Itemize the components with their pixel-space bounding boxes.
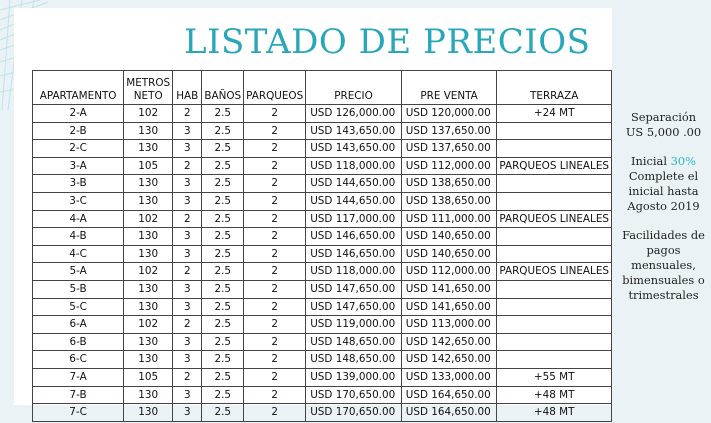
cell-banos: 2.5 (202, 210, 244, 228)
cell-banos: 2.5 (202, 175, 244, 193)
cell-hab: 3 (173, 175, 202, 193)
cell-precio: USD 143,650.00 (306, 122, 402, 140)
cell-terraza (497, 122, 612, 140)
cell-hab: 2 (173, 157, 202, 175)
cell-precio: USD 144,650.00 (306, 175, 402, 193)
cell-parqueos: 2 (244, 333, 306, 351)
cell-apartamento: 2-A (33, 105, 124, 123)
table-row (33, 386, 612, 404)
cell-precio: USD 143,650.00 (306, 140, 402, 158)
cell-preventa: USD 142,650.00 (401, 351, 497, 369)
cell-preventa: USD 142,650.00 (401, 333, 497, 351)
cell-metros: 130 (124, 140, 173, 158)
cell-terraza: +55 MT (497, 368, 612, 386)
table-row (33, 298, 612, 316)
cell-terraza: PARQUEOS LINEALES (497, 157, 612, 175)
cell-precio: USD 147,650.00 (306, 298, 402, 316)
cell-precio: USD 119,000.00 (306, 316, 402, 334)
cell-metros: 130 (124, 333, 173, 351)
cell-parqueos: 2 (244, 210, 306, 228)
header-apartamento: APARTAMENTO (33, 71, 124, 105)
cell-banos: 2.5 (202, 192, 244, 210)
header-precio: PRECIO (306, 71, 402, 105)
cell-apartamento: 4-A (33, 210, 124, 228)
table-row (33, 333, 612, 351)
cell-apartamento: 5-A (33, 263, 124, 281)
cell-precio: USD 148,650.00 (306, 333, 402, 351)
cell-preventa: USD 138,650.00 (401, 192, 497, 210)
cell-terraza: PARQUEOS LINEALES (497, 263, 612, 281)
cell-banos: 2.5 (202, 316, 244, 334)
header-metros: METROS NETO (124, 71, 173, 105)
cell-hab: 3 (173, 122, 202, 140)
cell-hab: 3 (173, 351, 202, 369)
table-row (33, 175, 612, 193)
cell-apartamento: 3-A (33, 157, 124, 175)
cell-parqueos: 2 (244, 175, 306, 193)
cell-precio: USD 118,000.00 (306, 263, 402, 281)
cell-metros: 130 (124, 280, 173, 298)
cell-terraza (497, 316, 612, 334)
cell-hab: 2 (173, 368, 202, 386)
cell-hab: 2 (173, 263, 202, 281)
cell-terraza (497, 280, 612, 298)
cell-banos: 2.5 (202, 280, 244, 298)
cell-preventa: USD 137,650.00 (401, 122, 497, 140)
cell-terraza: +24 MT (497, 105, 612, 123)
cell-precio: USD 170,650.00 (306, 386, 402, 404)
inicial-label: Inicial (631, 154, 667, 168)
cell-preventa: USD 137,650.00 (401, 140, 497, 158)
cell-terraza: +48 MT (497, 404, 612, 422)
cell-banos: 2.5 (202, 333, 244, 351)
cell-parqueos: 2 (244, 404, 306, 422)
table-row (33, 316, 612, 334)
table-header-row (33, 71, 612, 105)
complete-text: Complete el inicial hasta Agosto 2019 (627, 169, 700, 213)
table-row (33, 228, 612, 246)
page-title: LISTADO DE PRECIOS (184, 22, 591, 62)
header-parqueos: PARQUEOS (244, 71, 306, 105)
header-banos: BAÑOS (202, 71, 244, 105)
cell-banos: 2.5 (202, 122, 244, 140)
cell-parqueos: 2 (244, 122, 306, 140)
cell-metros: 105 (124, 368, 173, 386)
table-row (33, 245, 612, 263)
cell-precio: USD 144,650.00 (306, 192, 402, 210)
cell-parqueos: 2 (244, 386, 306, 404)
cell-apartamento: 2-B (33, 122, 124, 140)
separacion-amount: US 5,000 .00 (625, 125, 702, 139)
cell-precio: USD 148,650.00 (306, 351, 402, 369)
cell-preventa: USD 112,000.00 (401, 263, 497, 281)
table-row (33, 263, 612, 281)
cell-terraza (497, 192, 612, 210)
cell-metros: 102 (124, 263, 173, 281)
cell-precio: USD 170,650.00 (306, 404, 402, 422)
cell-apartamento: 4-C (33, 245, 124, 263)
cell-metros: 130 (124, 245, 173, 263)
inicial-block (616, 154, 711, 214)
cell-parqueos: 2 (244, 140, 306, 158)
cell-metros: 130 (124, 228, 173, 246)
cell-metros: 102 (124, 105, 173, 123)
cell-preventa: USD 133,000.00 (401, 368, 497, 386)
cell-hab: 3 (173, 228, 202, 246)
table-row (33, 404, 612, 422)
cell-metros: 105 (124, 157, 173, 175)
cell-apartamento: 7-A (33, 368, 124, 386)
cell-preventa: USD 141,650.00 (401, 298, 497, 316)
cell-apartamento: 5-C (33, 298, 124, 316)
payment-info (616, 110, 711, 317)
header-hab: HAB (173, 71, 202, 105)
cell-precio: USD 146,650.00 (306, 228, 402, 246)
cell-precio: USD 117,000.00 (306, 210, 402, 228)
table-row (33, 122, 612, 140)
cell-apartamento: 3-B (33, 175, 124, 193)
cell-banos: 2.5 (202, 263, 244, 281)
price-table (32, 70, 612, 422)
cell-preventa: USD 120,000.00 (401, 105, 497, 123)
cell-metros: 102 (124, 316, 173, 334)
cell-apartamento: 6-B (33, 333, 124, 351)
cell-preventa: USD 112,000.00 (401, 157, 497, 175)
cell-terraza (497, 228, 612, 246)
cell-parqueos: 2 (244, 228, 306, 246)
cell-apartamento: 6-A (33, 316, 124, 334)
cell-metros: 130 (124, 175, 173, 193)
table-row (33, 140, 612, 158)
cell-terraza (497, 175, 612, 193)
cell-precio: USD 146,650.00 (306, 245, 402, 263)
cell-precio: USD 118,000.00 (306, 157, 402, 175)
cell-terraza: PARQUEOS LINEALES (497, 210, 612, 228)
cell-preventa: USD 164,650.00 (401, 386, 497, 404)
cell-banos: 2.5 (202, 157, 244, 175)
cell-banos: 2.5 (202, 404, 244, 422)
cell-metros: 102 (124, 210, 173, 228)
table-row (33, 368, 612, 386)
cell-hab: 2 (173, 105, 202, 123)
cell-hab: 3 (173, 280, 202, 298)
cell-preventa: USD 164,650.00 (401, 404, 497, 422)
cell-preventa: USD 140,650.00 (401, 228, 497, 246)
header-terraza: TERRAZA (497, 71, 612, 105)
separacion-label: Separación (630, 110, 697, 124)
cell-hab: 3 (173, 333, 202, 351)
table-row (33, 280, 612, 298)
cell-apartamento: 5-B (33, 280, 124, 298)
cell-hab: 3 (173, 245, 202, 263)
cell-parqueos: 2 (244, 192, 306, 210)
cell-terraza (497, 140, 612, 158)
cell-precio: USD 147,650.00 (306, 280, 402, 298)
cell-preventa: USD 140,650.00 (401, 245, 497, 263)
table-row (33, 351, 612, 369)
price-sheet (14, 8, 612, 419)
cell-hab: 3 (173, 386, 202, 404)
cell-parqueos: 2 (244, 157, 306, 175)
separacion-block (616, 110, 711, 140)
cell-parqueos: 2 (244, 245, 306, 263)
cell-banos: 2.5 (202, 245, 244, 263)
cell-apartamento: 6-C (33, 351, 124, 369)
cell-hab: 2 (173, 210, 202, 228)
cell-banos: 2.5 (202, 386, 244, 404)
cell-preventa: USD 113,000.00 (401, 316, 497, 334)
header-preventa: PRE VENTA (401, 71, 497, 105)
cell-metros: 130 (124, 404, 173, 422)
table-row (33, 192, 612, 210)
cell-parqueos: 2 (244, 280, 306, 298)
cell-terraza (497, 245, 612, 263)
cell-metros: 130 (124, 192, 173, 210)
cell-parqueos: 2 (244, 368, 306, 386)
inicial-percent: 30% (670, 154, 696, 168)
cell-metros: 130 (124, 386, 173, 404)
table-row (33, 157, 612, 175)
cell-banos: 2.5 (202, 105, 244, 123)
cell-hab: 3 (173, 404, 202, 422)
cell-banos: 2.5 (202, 351, 244, 369)
cell-metros: 130 (124, 122, 173, 140)
cell-preventa: USD 141,650.00 (401, 280, 497, 298)
cell-apartamento: 7-B (33, 386, 124, 404)
cell-parqueos: 2 (244, 263, 306, 281)
cell-preventa: USD 111,000.00 (401, 210, 497, 228)
cell-parqueos: 2 (244, 351, 306, 369)
cell-terraza (497, 333, 612, 351)
cell-parqueos: 2 (244, 316, 306, 334)
cell-banos: 2.5 (202, 140, 244, 158)
cell-parqueos: 2 (244, 105, 306, 123)
facilidades-text: Facilidades de pagos mensuales, bimensuales o trimestrales (622, 228, 705, 302)
cell-hab: 3 (173, 140, 202, 158)
cell-parqueos: 2 (244, 298, 306, 316)
cell-terraza: +48 MT (497, 386, 612, 404)
cell-apartamento: 3-C (33, 192, 124, 210)
cell-apartamento: 2-C (33, 140, 124, 158)
cell-banos: 2.5 (202, 368, 244, 386)
cell-precio: USD 126,000.00 (306, 105, 402, 123)
cell-banos: 2.5 (202, 228, 244, 246)
cell-precio: USD 139,000.00 (306, 368, 402, 386)
cell-apartamento: 4-B (33, 228, 124, 246)
cell-preventa: USD 138,650.00 (401, 175, 497, 193)
cell-metros: 130 (124, 351, 173, 369)
cell-metros: 130 (124, 298, 173, 316)
cell-banos: 2.5 (202, 298, 244, 316)
cell-terraza (497, 351, 612, 369)
cell-hab: 3 (173, 192, 202, 210)
cell-hab: 2 (173, 316, 202, 334)
table-row (33, 210, 612, 228)
cell-apartamento: 7-C (33, 404, 124, 422)
cell-terraza (497, 298, 612, 316)
cell-hab: 3 (173, 298, 202, 316)
table-row (33, 105, 612, 123)
